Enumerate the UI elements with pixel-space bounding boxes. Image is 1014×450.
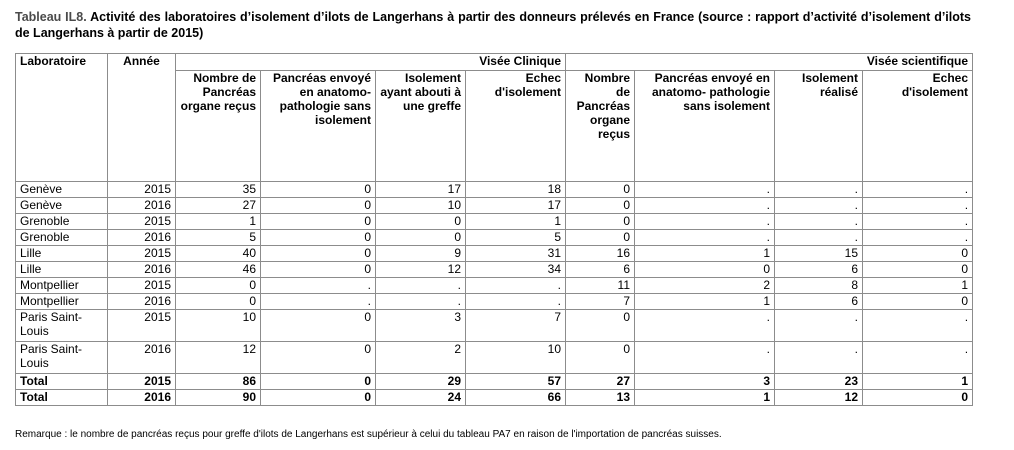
cell-laboratoire: Montpellier bbox=[16, 294, 108, 310]
table-row bbox=[16, 182, 973, 198]
cell-sci-echec: . bbox=[863, 342, 973, 374]
header-sci-isolement: Isolement réalisé bbox=[775, 71, 863, 182]
cell-sci-echec: 0 bbox=[863, 390, 973, 406]
cell-sci-nombre: 0 bbox=[566, 198, 635, 214]
cell-annee: 2016 bbox=[108, 294, 176, 310]
cell-sci-nombre: 27 bbox=[566, 374, 635, 390]
cell-clin-isolement: . bbox=[376, 294, 466, 310]
header-clin-echec: Echec d'isolement bbox=[466, 71, 566, 182]
cell-clin-isolement: 9 bbox=[376, 246, 466, 262]
table-row bbox=[16, 198, 973, 214]
cell-sci-pancreas: 0 bbox=[635, 262, 775, 278]
cell-clin-echec: 18 bbox=[466, 182, 566, 198]
cell-sci-nombre: 7 bbox=[566, 294, 635, 310]
cell-laboratoire: Paris Saint-Louis bbox=[16, 310, 108, 342]
cell-clin-nombre: 35 bbox=[176, 182, 261, 198]
cell-clin-isolement: 2 bbox=[376, 342, 466, 374]
data-table bbox=[15, 53, 973, 406]
cell-sci-isolement: . bbox=[775, 230, 863, 246]
cell-annee: 2016 bbox=[108, 198, 176, 214]
cell-clin-pancreas: . bbox=[261, 294, 376, 310]
cell-sci-nombre: 0 bbox=[566, 182, 635, 198]
table-row bbox=[16, 262, 973, 278]
cell-clin-echec: 10 bbox=[466, 342, 566, 374]
cell-clin-isolement: . bbox=[376, 278, 466, 294]
cell-clin-pancreas: 0 bbox=[261, 198, 376, 214]
table-row bbox=[16, 342, 973, 374]
cell-laboratoire: Lille bbox=[16, 246, 108, 262]
cell-clin-pancreas: 0 bbox=[261, 246, 376, 262]
cell-sci-isolement: . bbox=[775, 342, 863, 374]
cell-clin-isolement: 0 bbox=[376, 214, 466, 230]
cell-sci-nombre: 0 bbox=[566, 342, 635, 374]
cell-sci-pancreas: 2 bbox=[635, 278, 775, 294]
cell-sci-pancreas: . bbox=[635, 198, 775, 214]
cell-clin-isolement: 0 bbox=[376, 230, 466, 246]
header-clin-isolement: Isolement ayant abouti à une greffe bbox=[376, 71, 466, 182]
cell-clin-echec: 1 bbox=[466, 214, 566, 230]
cell-sci-pancreas: . bbox=[635, 310, 775, 342]
cell-laboratoire: Total bbox=[16, 374, 108, 390]
cell-sci-isolement: 6 bbox=[775, 262, 863, 278]
cell-sci-pancreas: . bbox=[635, 230, 775, 246]
cell-clin-isolement: 12 bbox=[376, 262, 466, 278]
cell-sci-echec: . bbox=[863, 310, 973, 342]
header-laboratoire: Laboratoire bbox=[16, 54, 108, 182]
cell-clin-pancreas: . bbox=[261, 278, 376, 294]
cell-clin-pancreas: 0 bbox=[261, 342, 376, 374]
cell-annee: 2015 bbox=[108, 214, 176, 230]
cell-clin-isolement: 17 bbox=[376, 182, 466, 198]
cell-sci-pancreas: 1 bbox=[635, 294, 775, 310]
cell-clin-echec: . bbox=[466, 278, 566, 294]
cell-sci-pancreas: . bbox=[635, 214, 775, 230]
cell-annee: 2016 bbox=[108, 342, 176, 374]
caption-label: Tableau IL8. bbox=[15, 10, 87, 24]
cell-clin-echec: 5 bbox=[466, 230, 566, 246]
table-row bbox=[16, 294, 973, 310]
table-note: Remarque : le nombre de pancréas reçus pour greffe d'ilots de Langerhans est supérieur à celui du tableau PA7 en raison de l'importation de pancréas suisses. bbox=[15, 429, 722, 440]
cell-sci-pancreas: 1 bbox=[635, 246, 775, 262]
cell-sci-nombre: 13 bbox=[566, 390, 635, 406]
total-row bbox=[16, 390, 973, 406]
cell-sci-echec: . bbox=[863, 230, 973, 246]
cell-clin-nombre: 1 bbox=[176, 214, 261, 230]
cell-clin-echec: . bbox=[466, 294, 566, 310]
cell-clin-nombre: 5 bbox=[176, 230, 261, 246]
cell-clin-isolement: 3 bbox=[376, 310, 466, 342]
header-sci-nombre: Nombre de Pancréas organe reçus bbox=[566, 71, 635, 182]
table-row bbox=[16, 310, 973, 342]
cell-clin-isolement: 24 bbox=[376, 390, 466, 406]
cell-annee: 2016 bbox=[108, 230, 176, 246]
cell-sci-isolement: 23 bbox=[775, 374, 863, 390]
cell-clin-pancreas: 0 bbox=[261, 310, 376, 342]
cell-clin-nombre: 86 bbox=[176, 374, 261, 390]
table-row bbox=[16, 214, 973, 230]
cell-clin-nombre: 0 bbox=[176, 294, 261, 310]
cell-sci-nombre: 0 bbox=[566, 310, 635, 342]
cell-laboratoire: Lille bbox=[16, 262, 108, 278]
cell-clin-nombre: 27 bbox=[176, 198, 261, 214]
cell-sci-nombre: 6 bbox=[566, 262, 635, 278]
cell-annee: 2015 bbox=[108, 278, 176, 294]
total-row bbox=[16, 374, 973, 390]
cell-clin-pancreas: 0 bbox=[261, 230, 376, 246]
cell-clin-isolement: 29 bbox=[376, 374, 466, 390]
cell-sci-nombre: 11 bbox=[566, 278, 635, 294]
cell-sci-isolement: . bbox=[775, 214, 863, 230]
cell-annee: 2016 bbox=[108, 262, 176, 278]
cell-sci-nombre: 0 bbox=[566, 214, 635, 230]
cell-clin-pancreas: 0 bbox=[261, 214, 376, 230]
table-row bbox=[16, 230, 973, 246]
cell-sci-isolement: . bbox=[775, 182, 863, 198]
table-row bbox=[16, 246, 973, 262]
cell-clin-nombre: 10 bbox=[176, 310, 261, 342]
cell-clin-echec: 66 bbox=[466, 390, 566, 406]
cell-sci-isolement: 8 bbox=[775, 278, 863, 294]
cell-sci-echec: . bbox=[863, 198, 973, 214]
cell-sci-isolement: . bbox=[775, 310, 863, 342]
cell-sci-nombre: 0 bbox=[566, 230, 635, 246]
cell-laboratoire: Genève bbox=[16, 182, 108, 198]
cell-laboratoire: Paris Saint-Louis bbox=[16, 342, 108, 374]
header-clin-pancreas: Pancréas envoyé en anatomo- pathologie sans isolement bbox=[261, 71, 376, 182]
cell-laboratoire: Total bbox=[16, 390, 108, 406]
cell-annee: 2015 bbox=[108, 182, 176, 198]
cell-sci-echec: 0 bbox=[863, 294, 973, 310]
cell-sci-pancreas: 1 bbox=[635, 390, 775, 406]
cell-clin-pancreas: 0 bbox=[261, 262, 376, 278]
cell-laboratoire: Grenoble bbox=[16, 214, 108, 230]
cell-sci-echec: 1 bbox=[863, 278, 973, 294]
cell-clin-echec: 17 bbox=[466, 198, 566, 214]
cell-laboratoire: Genève bbox=[16, 198, 108, 214]
cell-sci-echec: . bbox=[863, 214, 973, 230]
table-caption bbox=[15, 9, 971, 41]
header-group-clinique: Visée Clinique bbox=[176, 54, 566, 71]
cell-clin-pancreas: 0 bbox=[261, 374, 376, 390]
cell-laboratoire: Montpellier bbox=[16, 278, 108, 294]
cell-sci-echec: 0 bbox=[863, 246, 973, 262]
header-sci-pancreas: Pancréas envoyé en anatomo- pathologie sans isolement bbox=[635, 71, 775, 182]
cell-clin-nombre: 46 bbox=[176, 262, 261, 278]
cell-annee: 2016 bbox=[108, 390, 176, 406]
cell-clin-nombre: 0 bbox=[176, 278, 261, 294]
cell-annee: 2015 bbox=[108, 310, 176, 342]
cell-laboratoire: Grenoble bbox=[16, 230, 108, 246]
header-sci-echec: Echec d'isolement bbox=[863, 71, 973, 182]
cell-clin-pancreas: 0 bbox=[261, 182, 376, 198]
cell-sci-pancreas: . bbox=[635, 182, 775, 198]
cell-annee: 2015 bbox=[108, 246, 176, 262]
cell-sci-echec: 0 bbox=[863, 262, 973, 278]
cell-clin-echec: 7 bbox=[466, 310, 566, 342]
cell-sci-isolement: 15 bbox=[775, 246, 863, 262]
cell-clin-echec: 31 bbox=[466, 246, 566, 262]
cell-sci-isolement: 12 bbox=[775, 390, 863, 406]
table-row bbox=[16, 278, 973, 294]
cell-sci-echec: 1 bbox=[863, 374, 973, 390]
cell-sci-isolement: 6 bbox=[775, 294, 863, 310]
cell-clin-echec: 34 bbox=[466, 262, 566, 278]
cell-sci-pancreas: 3 bbox=[635, 374, 775, 390]
header-group-scientifique: Visée scientifique bbox=[566, 54, 973, 71]
caption-text: Activité des laboratoires d’isolement d’ilots de Langerhans à partir des donneurs prélevés en France (source : rapport d’activité d’isolement d’ilots de Langerhans à partir de 2015) bbox=[15, 10, 971, 40]
cell-clin-nombre: 12 bbox=[176, 342, 261, 374]
cell-sci-pancreas: . bbox=[635, 342, 775, 374]
header-annee: Année bbox=[108, 54, 176, 182]
header-clin-nombre: Nombre de Pancréas organe reçus bbox=[176, 71, 261, 182]
cell-sci-echec: . bbox=[863, 182, 973, 198]
cell-clin-nombre: 90 bbox=[176, 390, 261, 406]
cell-sci-nombre: 16 bbox=[566, 246, 635, 262]
cell-clin-pancreas: 0 bbox=[261, 390, 376, 406]
cell-clin-echec: 57 bbox=[466, 374, 566, 390]
cell-sci-isolement: . bbox=[775, 198, 863, 214]
header-row-groups bbox=[16, 54, 973, 71]
cell-clin-nombre: 40 bbox=[176, 246, 261, 262]
cell-annee: 2015 bbox=[108, 374, 176, 390]
cell-clin-isolement: 10 bbox=[376, 198, 466, 214]
